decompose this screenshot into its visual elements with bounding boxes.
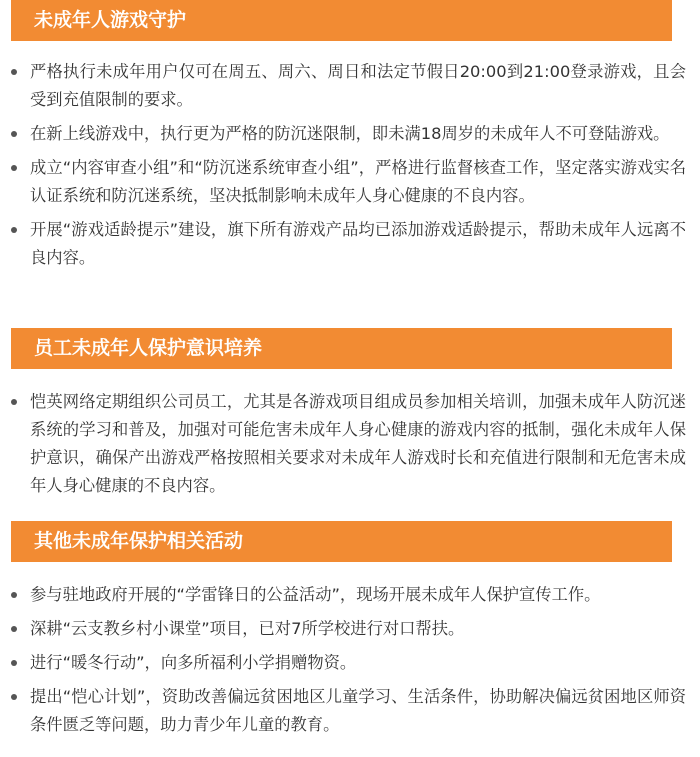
list-item <box>0 388 700 500</box>
list-item-text: 进行“暖冬行动”，向多所福利小学捐赠物资。 <box>30 653 357 672</box>
list-item <box>0 581 700 609</box>
bullet-dot-icon <box>11 131 17 137</box>
bullet-dot-icon <box>11 660 17 666</box>
bullet-dot-icon <box>11 165 17 171</box>
bullet-dot-icon <box>11 399 17 405</box>
list-item-text: 恺英网络定期组织公司员工，尤其是各游戏项目组成员参加相关培训，加强未成年人防沉迷系统的学习和普及，加强对可能危害未成年人身心健康的游戏内容的抵制，强化未成年人保护意识，确保产出游戏严格按照相关要求对未成年人游戏时长和充值进行限制和无危害未成年人身心健康的不良内容。 <box>30 392 686 495</box>
bullet-dot-icon <box>11 69 17 75</box>
list-item-text: 严格执行未成年用户仅可在周五、周六、周日和法定节假日20:00到21:00登录游戏，且会受到充值限制的要求。 <box>30 62 686 109</box>
list-item <box>0 683 700 739</box>
bullet-list-employee-awareness <box>0 388 700 500</box>
list-item <box>0 120 700 148</box>
list-item-text: 开展“游戏适龄提示”建设，旗下所有游戏产品均已添加游戏适龄提示，帮助未成年人远离不良内容。 <box>30 220 686 267</box>
list-item <box>0 216 700 272</box>
bullet-dot-icon <box>11 592 17 598</box>
bullet-dot-icon <box>11 626 17 632</box>
section-title-other-activities: 其他未成年保护相关活动 <box>11 521 672 562</box>
section-title-employee-awareness: 员工未成年人保护意识培养 <box>11 328 672 369</box>
list-item-text: 成立“内容审查小组”和“防沉迷系统审查小组”，严格进行监督核查工作，坚定落实游戏实名认证系统和防沉迷系统，坚决抵制影响未成年人身心健康的不良内容。 <box>30 158 686 205</box>
list-item <box>0 58 700 114</box>
list-item <box>0 154 700 210</box>
bullet-dot-icon <box>11 227 17 233</box>
bullet-list-minor-game-protection <box>0 58 700 272</box>
section-title-minor-game-protection: 未成年人游戏守护 <box>11 0 672 41</box>
bullet-list-other-activities <box>0 581 700 739</box>
list-item-text: 提出“恺心计划”，资助改善偏远贫困地区儿童学习、生活条件，协助解决偏远贫困地区师资条件匮乏等问题，助力青少年儿童的教育。 <box>30 687 686 734</box>
bullet-dot-icon <box>11 694 17 700</box>
list-item <box>0 649 700 677</box>
list-item-text: 在新上线游戏中，执行更为严格的防沉迷限制，即未满18周岁的未成年人不可登陆游戏。 <box>30 124 670 143</box>
list-item-text: 参与驻地政府开展的“学雷锋日的公益活动”，现场开展未成年人保护宣传工作。 <box>30 585 601 604</box>
list-item <box>0 615 700 643</box>
list-item-text: 深耕“云支教乡村小课堂”项目，已对7所学校进行对口帮扶。 <box>30 619 465 638</box>
